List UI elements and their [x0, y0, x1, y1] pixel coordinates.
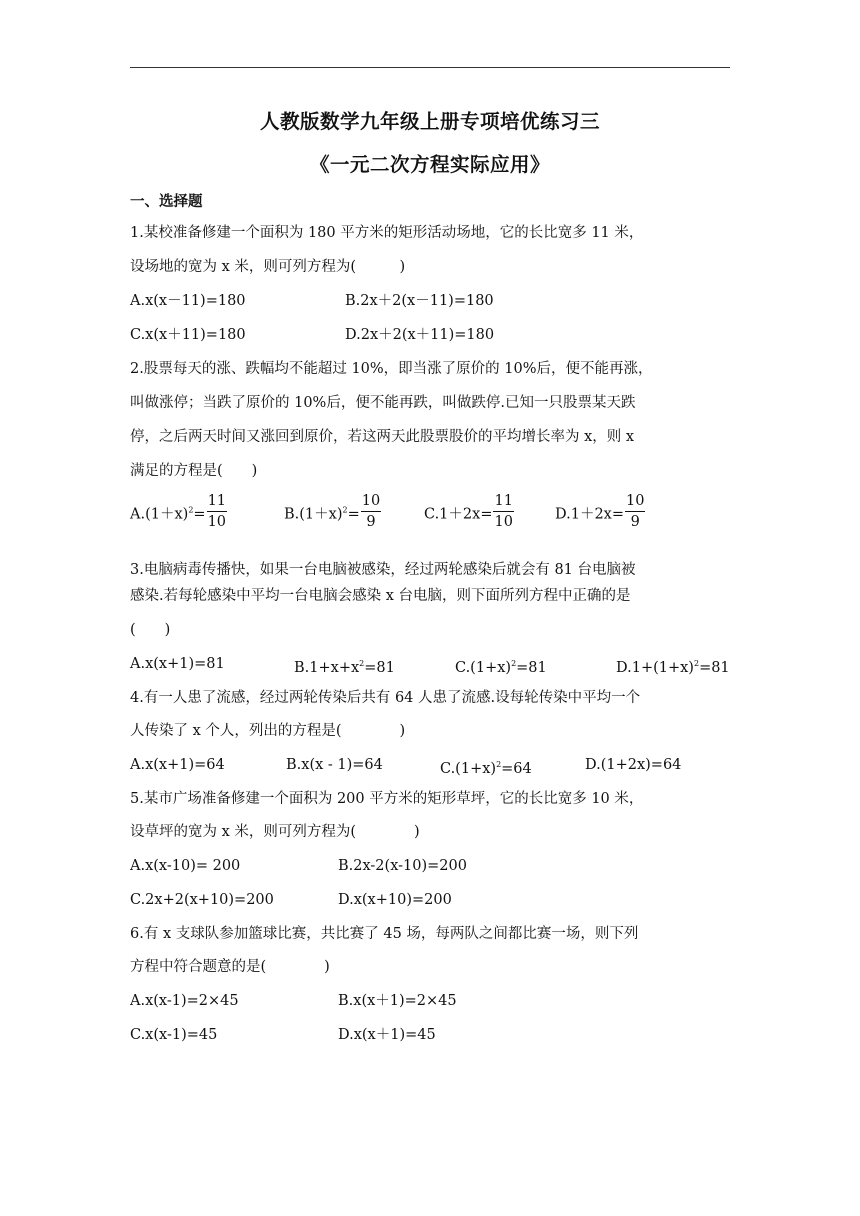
- option-text: C.(1+x): [455, 659, 512, 676]
- question-text-line: 设场地的宽为 x 米，则可列方程为( ): [130, 259, 406, 275]
- option-text: =81: [364, 659, 395, 676]
- option-text: =64: [501, 760, 532, 777]
- question-text-line: 叫做涨停；当跌了原价的 10%后，便不能再跌，叫做跌停.已知一只股票某天跌: [130, 395, 636, 411]
- option-equals: =: [611, 506, 625, 523]
- option-d: D.2x＋2(x＋11)=180: [345, 327, 495, 343]
- question-text-line: 方程中符合题意的是( ): [130, 959, 330, 975]
- option-exponent: 2: [693, 659, 700, 668]
- fraction-denominator: 10: [494, 514, 513, 530]
- option-prefix: C.1＋2x: [424, 506, 481, 523]
- option-d: [555, 494, 645, 535]
- question-text-line: 感染.若每轮感染中平均一台电脑会感染 x 台电脑，则下面所列方程中正确的是: [130, 588, 631, 604]
- option-b: B.2x-2(x-10)=200: [338, 858, 467, 874]
- fraction-numerator: 11: [207, 492, 227, 512]
- option-a: A.x(x－11)=180: [130, 293, 246, 309]
- question-text-line: ( ): [130, 622, 171, 638]
- question-text-line: 满足的方程是( ): [130, 463, 258, 479]
- fraction: [361, 492, 381, 533]
- option-exponent: 2: [188, 505, 194, 515]
- question-text-line: 4.有一人患了流感，经过两轮传染后共有 64 人患了流感.设每轮传染中平均一个: [130, 690, 641, 706]
- option-text: B.1+x+x: [294, 659, 360, 676]
- option-a: [130, 494, 227, 535]
- option-a: A.x(x-1)=2×45: [130, 993, 239, 1009]
- fraction: [493, 492, 513, 533]
- question-text-line: 5.某市广场准备修建一个面积为 200 平方米的矩形草坪，它的长比宽多 10 米，: [130, 791, 644, 807]
- option-d: D.x(x+10)=200: [338, 892, 452, 908]
- option-c: [440, 755, 532, 779]
- option-d: [616, 654, 730, 678]
- option-text: B.x(x - 1)=64: [286, 757, 383, 773]
- option-d: [585, 755, 681, 775]
- question-text-line: 人传染了 x 个人，列出的方程是( ): [130, 723, 406, 739]
- option-c: [424, 494, 514, 535]
- question-text-line: 3.电脑病毒传播快，如果一台电脑被感染，经过两轮感染后就会有 81 台电脑被: [130, 562, 636, 578]
- question-text-line: 2.股票每天的涨、跌幅均不能超过 10%，即当涨了原价的 10%后，便不能再涨，: [130, 361, 653, 377]
- option-exponent: 2: [496, 760, 502, 769]
- fraction-denominator: 9: [366, 514, 376, 530]
- fraction-denominator: 10: [207, 514, 227, 530]
- fraction: [207, 492, 227, 533]
- option-a: [130, 654, 225, 674]
- option-exponent: 2: [342, 505, 348, 515]
- option-text: A.x(x+1)=81: [130, 656, 225, 672]
- option-c: C.x(x＋11)=180: [130, 327, 246, 343]
- fraction-numerator: 10: [625, 492, 645, 512]
- fraction: [625, 492, 645, 533]
- option-prefix: D.1＋2x: [555, 506, 612, 523]
- option-b: [294, 654, 395, 678]
- option-text: D.(1+2x)=64: [585, 757, 682, 773]
- page-title: 人教版数学九年级上册专项培优练习三: [259, 110, 600, 133]
- option-equals: =: [193, 506, 206, 523]
- option-text: D.1+(1+x): [616, 659, 694, 676]
- section-heading: 一、选择题: [130, 194, 203, 210]
- option-b: [286, 755, 383, 775]
- question-text-line: 1.某校准备修建一个面积为 180 平方米的矩形活动场地，它的长比宽多 11 米，: [130, 225, 644, 241]
- option-equals: =: [480, 506, 493, 523]
- option-text: =81: [699, 659, 730, 676]
- option-c: C.x(x-1)=45: [130, 1027, 218, 1043]
- question-text-line: 设草坪的宽为 x 米，则可列方程为( ): [130, 824, 420, 840]
- option-prefix: B.(1＋x): [284, 506, 343, 523]
- fraction-denominator: 9: [630, 514, 640, 530]
- option-exponent: 2: [359, 659, 365, 668]
- option-b: B.x(x＋1)=2×45: [338, 993, 457, 1009]
- option-a: A.x(x-10)= 200: [130, 858, 241, 874]
- option-d: D.x(x＋1)=45: [338, 1027, 436, 1043]
- question-text-line: 停，之后两天时间又涨回到原价，若这两天此股票股价的平均增长率为 x，则 x: [130, 429, 635, 445]
- header-rule: [130, 67, 730, 68]
- option-equals: =: [347, 506, 360, 523]
- option-text: A.x(x+1)=64: [130, 757, 225, 773]
- question-text-line: 6.有 x 支球队参加篮球比赛，共比赛了 45 场，每两队之间都比赛一场，则下列: [130, 926, 639, 942]
- option-text: C.(1+x): [440, 760, 497, 777]
- option-c: [455, 654, 547, 678]
- option-b: [284, 494, 381, 535]
- option-text: =81: [516, 659, 547, 676]
- option-b: B.2x＋2(x－11)=180: [345, 293, 494, 309]
- option-exponent: 2: [511, 659, 517, 668]
- option-prefix: A.(1＋x): [130, 506, 189, 523]
- option-c: C.2x+2(x+10)=200: [130, 892, 274, 908]
- option-a: [130, 755, 225, 775]
- fraction-numerator: 11: [493, 492, 513, 512]
- page-subtitle: 《一元二次方程实际应用》: [309, 153, 550, 176]
- fraction-numerator: 10: [361, 492, 381, 512]
